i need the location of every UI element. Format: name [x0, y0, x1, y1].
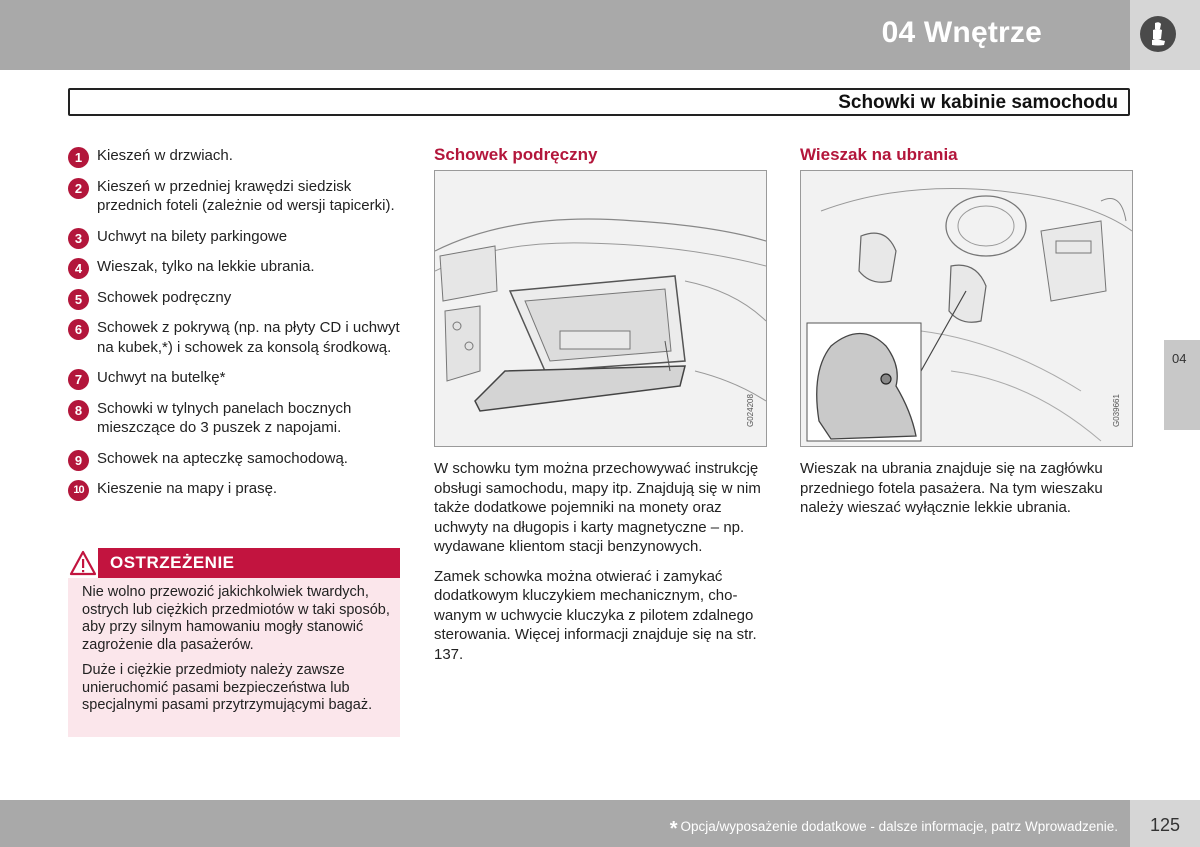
- warning-box: [68, 548, 400, 737]
- section-title: Schowki w kabinie samochodu: [838, 92, 1118, 113]
- number-badge: 9: [68, 450, 89, 471]
- warning-header: [68, 548, 400, 578]
- paragraph: Wieszak na ubrania znajduje się na zagłówku przedniego fotela pasażera. Na tym wieszaku należy wieszać wyłącznie lekkie ubrania.: [800, 460, 1103, 516]
- glovebox-illustration: [434, 170, 767, 447]
- list-item: [68, 177, 403, 216]
- list-item-text: Uchwyt na bilety parkingowe: [97, 227, 288, 245]
- number-badge: 6: [68, 319, 89, 340]
- section-title-box: [68, 88, 1130, 116]
- list-item-text: Uchwyt na butelkę*: [97, 369, 226, 386]
- list-item: [68, 479, 403, 499]
- number-badge: 4: [68, 258, 89, 279]
- warning-paragraph: Nie wolno przewozić jakichkolwiek twardych, ostrych lub ciężkich przedmiotów w taki sposób, aby przy silnym hamowaniu mogły stanowić zagrożenie dla pasażerów.: [82, 584, 390, 653]
- number-badge: 1: [68, 147, 89, 168]
- figure-code: G039661: [1112, 394, 1121, 427]
- hanger-illustration: [800, 170, 1133, 447]
- chapter-icon-box: [1130, 0, 1200, 70]
- list-item: [68, 288, 403, 308]
- list-item: [68, 449, 403, 469]
- footer-bar: [0, 800, 1130, 847]
- warning-title: OSTRZEŻENIE: [110, 553, 235, 572]
- figure-code: G024208: [746, 394, 755, 427]
- list-item-text: Schowki w tylnych panelach bocznych mieszczące do 3 puszek z napojami.: [97, 399, 352, 436]
- glovebox-heading: Schowek podręczny: [434, 145, 598, 164]
- list-item-text: Schowek na apteczkę samochodową.: [97, 449, 348, 467]
- hanger-heading: Wieszak na ubrania: [800, 145, 958, 164]
- number-badge: 5: [68, 289, 89, 310]
- list-item-text: Kieszeń w przedniej krawędzi siedzisk przednich foteli (zależnie od wersji tapicerki).: [97, 177, 395, 214]
- header-bar: [0, 0, 1130, 70]
- list-item: [68, 146, 403, 166]
- warning-triangle-icon: [68, 548, 98, 578]
- number-badge: 7: [68, 369, 89, 390]
- list-item-text: Wieszak, tylko na lekkie ubrania.: [97, 258, 315, 275]
- list-item-text: Kieszenie na mapy i prasę.: [97, 480, 278, 497]
- footer-note: [670, 818, 1118, 841]
- footer-note-text: Opcja/wyposażenie dodatkowe - dalsze informacje, patrz Wprowadzenie.: [680, 819, 1118, 834]
- list-item-text: Schowek podręczny: [97, 288, 232, 306]
- chapter-side-tab: [1164, 340, 1200, 430]
- list-item: [68, 318, 403, 357]
- page-number: 125: [1150, 815, 1181, 835]
- warning-paragraph: Duże i ciężkie przedmioty należy zawsze unieruchomić pasami bezpieczeństwa lub specjalnymi pasami przytrzymującymi bagaż.: [82, 662, 373, 713]
- chapter-title: 04 Wnętrze: [881, 16, 1042, 49]
- list-item: [68, 368, 403, 388]
- list-item: [68, 257, 403, 277]
- page-number-box: [1130, 800, 1200, 847]
- list-item: [68, 227, 403, 247]
- number-badge: 3: [68, 228, 89, 249]
- side-tab-label: 04: [1172, 351, 1187, 366]
- storage-list: [68, 146, 403, 510]
- list-item: [68, 399, 403, 438]
- paragraph: Zamek schowka można otwierać i zamykać dodatkowym kluczykiem mechanicznym, chowanym w uchwycie kluczyka z pilotem zdalnego sterowania. Więcej informacji znajduje się na str. 137.: [434, 567, 757, 663]
- glovebox-text: [434, 459, 766, 674]
- hanger-text: [800, 459, 1132, 528]
- paragraph: W schowku tym można przechowywać instrukcję obsługi samochodu, mapy itp. Znajdują się w nim także dodatkowe pojemniki na monety oraz uchwyty na długopis i karty magnetyczne – np. wydawane klientom stacji benzynowych.: [434, 460, 761, 555]
- list-item-text: Kieszeń w drzwiach.: [97, 147, 233, 164]
- seat-icon: [1140, 16, 1176, 52]
- number-badge: 10: [68, 480, 89, 501]
- hanger-drawing: [801, 171, 1132, 446]
- list-item-text: Schowek z pokrywą (np. na płyty CD i uchwyt na kubek,*) i schowek za konsolą środkową.: [97, 319, 400, 356]
- number-badge: 2: [68, 178, 89, 199]
- number-badge: 8: [68, 400, 89, 421]
- warning-body: [82, 584, 392, 723]
- glovebox-drawing: [435, 171, 766, 446]
- asterisk: *: [669, 818, 678, 840]
